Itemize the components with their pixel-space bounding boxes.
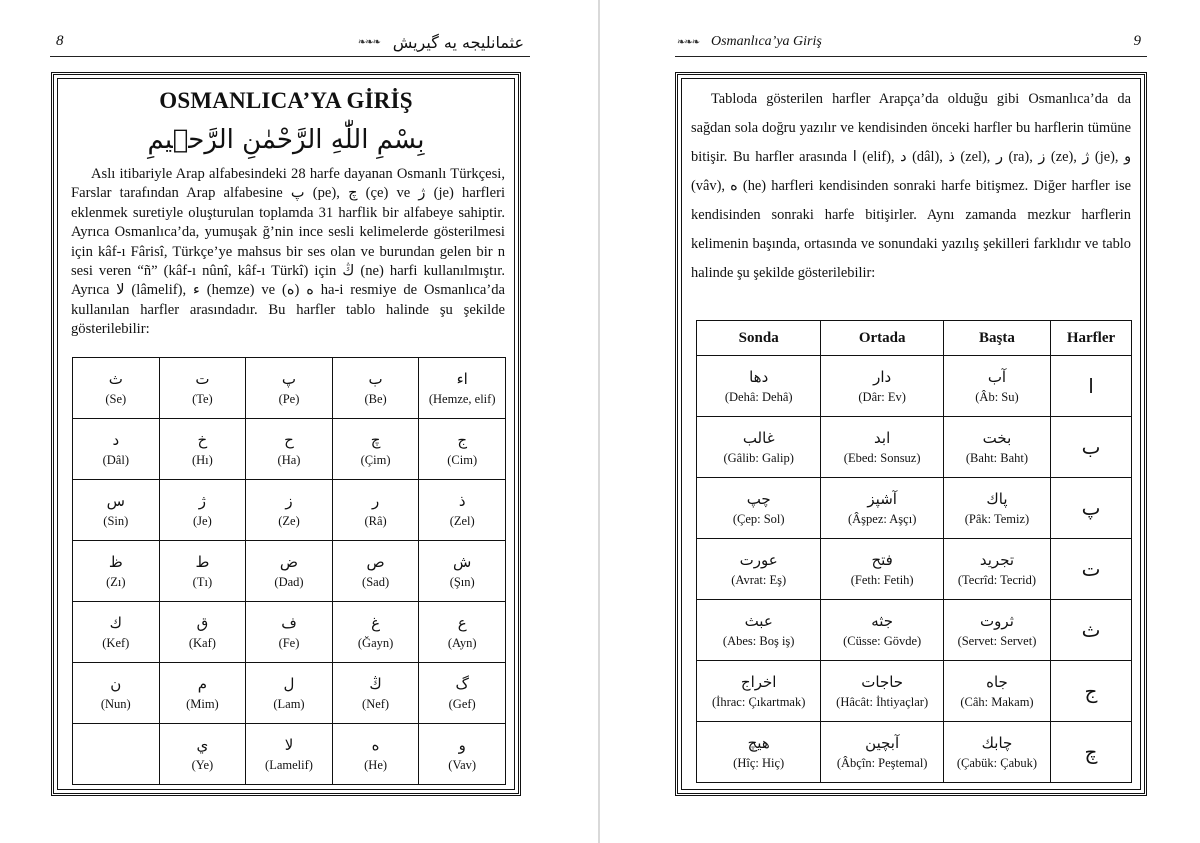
arabic-letter: غ [371, 614, 381, 632]
letter-name: (Hemze, elif) [428, 392, 496, 406]
harf-cell: ا [1051, 356, 1132, 417]
harf-cell: ج [1051, 661, 1132, 722]
alphabet-cell [332, 663, 419, 724]
letter-name: (Nun) [100, 697, 131, 711]
word-meaning: (Câh: Makam) [960, 695, 1034, 709]
table-row [697, 600, 1132, 661]
letter-name: (Lam) [273, 697, 305, 711]
arabic-word: ثروت [980, 612, 1014, 630]
harf-cell: ث [1051, 600, 1132, 661]
letter-name: (Te) [192, 392, 213, 406]
letter-name: (Zı) [106, 575, 126, 589]
alphabet-cell [246, 541, 333, 602]
arabic-letter: ك [109, 614, 122, 632]
arabic-letter: ط [195, 553, 210, 571]
arabic-letter: اء [456, 370, 468, 388]
arabic-letter: ق [196, 614, 209, 632]
arabic-letter: خ [197, 431, 208, 449]
header-ortada: Ortada [821, 321, 944, 356]
form-cell-ortada [821, 478, 944, 539]
letter-name: (Hı) [191, 453, 213, 467]
arabic-word: غالب [742, 429, 775, 447]
letter-name: (Gef) [448, 697, 476, 711]
arabic-word: آشپز [867, 490, 897, 508]
arabic-letter: ف [281, 614, 297, 632]
header-basta: Başta [943, 321, 1050, 356]
word-meaning: (Baht: Baht) [965, 451, 1029, 465]
letter-name: (Cim) [447, 453, 478, 467]
arabic-word: اخراج [740, 673, 777, 691]
letter-name: (Kaf) [188, 636, 216, 650]
letter-forms-table [696, 320, 1132, 783]
letter-name: (Ha) [277, 453, 301, 467]
arabic-letter: م [197, 675, 208, 693]
alphabet-cell [73, 419, 160, 480]
word-meaning: (Tecrîd: Tecrid) [957, 573, 1037, 587]
arabic-word: دار [873, 368, 892, 386]
arabic-letter: ح [284, 431, 294, 449]
right-page-number: 9 [1133, 33, 1141, 49]
arabic-letter: ش [453, 553, 472, 571]
word-meaning: (İhrac: Çıkartmak) [712, 695, 806, 709]
letter-name: (Ğayn) [357, 636, 394, 650]
form-cell-sonda [697, 417, 821, 478]
harf-cell: ت [1051, 539, 1132, 600]
letter-name: (Tı) [192, 575, 213, 589]
arabic-letter: چ [370, 431, 381, 449]
left-running-title: عثمانلیجه یه گیریش [392, 33, 524, 52]
alphabet-cell [73, 663, 160, 724]
letter-name: (Nef) [362, 697, 390, 711]
alphabet-cell [332, 419, 419, 480]
form-cell-ortada [821, 417, 944, 478]
arabic-letter: س [106, 492, 125, 510]
arabic-letter: ز [285, 492, 293, 510]
arabic-letter: ه [371, 736, 380, 754]
alphabet-cell [419, 358, 506, 419]
letter-name: (Fe) [278, 636, 300, 650]
table-row [697, 539, 1132, 600]
form-cell-ortada [821, 356, 944, 417]
header-ornament-icon: ❧❧❧ [677, 37, 700, 48]
table-row [73, 541, 506, 602]
letter-name: (Dâl) [102, 453, 129, 467]
table-row [73, 663, 506, 724]
arabic-word: پاك [986, 490, 1008, 508]
word-meaning: (Âbçîn: Peştemal) [836, 756, 928, 770]
word-meaning: (Dâr: Ev) [858, 390, 906, 404]
alphabet-cell [332, 724, 419, 785]
arabic-word: عورت [739, 551, 778, 569]
arabic-word: چپ [746, 490, 771, 508]
alphabet-cell [159, 724, 246, 785]
right-running-title: Osmanlıca’ya Giriş [711, 34, 822, 49]
alphabet-cell [332, 602, 419, 663]
letter-name: (Je) [193, 514, 212, 528]
arabic-letter: ض [279, 553, 299, 571]
word-meaning: (Âb: Su) [975, 390, 1019, 404]
page-title: OSMANLICA’YA GİRİŞ [159, 88, 413, 113]
alphabet-cell [246, 419, 333, 480]
word-meaning: (Abes: Boş iş) [722, 634, 795, 648]
left-page-number: 8 [56, 33, 64, 49]
word-meaning: (Pâk: Temiz) [964, 512, 1030, 526]
alphabet-cell [73, 358, 160, 419]
letter-name: (Vav) [448, 758, 477, 772]
arabic-word: حاجات [861, 673, 904, 691]
letter-name: (Ze) [278, 514, 300, 528]
letter-name: (Sad) [362, 575, 390, 589]
arabic-word: آبچين [865, 734, 900, 752]
alphabet-cell [246, 602, 333, 663]
arabic-letter: ر [371, 492, 380, 510]
alphabet-cell [419, 541, 506, 602]
alphabet-cell [332, 358, 419, 419]
right-page-frame [675, 72, 1147, 796]
page-gutter [598, 0, 600, 843]
arabic-word: ابد [874, 429, 891, 447]
word-meaning: (Âşpez: Aşçı) [847, 512, 917, 526]
form-cell-sonda [697, 661, 821, 722]
form-cell-basta [943, 722, 1050, 783]
form-cell-basta [943, 478, 1050, 539]
intro-paragraph: Aslı itibariyle Arap alfabesindeki 28 harfe dayanan Osmanlı Türkçesi, Farslar tarafından Arap alfabesine پ (pe), چ (çe) ve ژ (je) harfleri eklenmek suretiyle oluşturulan toplamda 31 harflik bir alfabeye sahiptir. Ayrıca Osmanlıca’da, yumuşak ğ’nin ince sesli kelimelerde gösterilmesi için kâf-ı Fârisî, Türkçe’ye mahsus bir ses olan ve burundan gelen bir n sesi veren “ñ” (kâf-ı nûnî, kâf-ı Türkî) için ڭ (ne) harfi kullanılmıştır. Ayrıca لا (lâmelif), ء (hemze) ve ە (ه) ha-i resmiye de Osmanlıca’da kullanılan harfler arasındadır. Bu harfler tablo halinde şu şekilde gösterilebilir: [71, 166, 506, 338]
arabic-word: فتح [871, 551, 893, 569]
alphabet-cell [159, 419, 246, 480]
alphabet-cell [419, 663, 506, 724]
alphabet-cell [419, 419, 506, 480]
letter-name: (Ye) [191, 758, 214, 772]
arabic-word: عبث [744, 612, 773, 630]
table-row [73, 419, 506, 480]
arabic-letter: ي [196, 736, 209, 754]
arabic-letter: ب [368, 370, 383, 388]
arabic-word: آب [987, 368, 1007, 386]
table-row [697, 722, 1132, 783]
header-ornament-icon: ❧❧❧ [357, 37, 380, 48]
word-meaning: (Çep: Sol) [732, 512, 785, 526]
word-meaning: (Çabük: Çabuk) [956, 756, 1038, 770]
form-cell-basta [943, 539, 1050, 600]
arabic-letter: ع [457, 614, 467, 632]
word-meaning: (Gâlib: Galip) [723, 451, 794, 465]
alphabet-cell [159, 602, 246, 663]
arabic-letter: ث [108, 370, 123, 388]
form-cell-basta [943, 600, 1050, 661]
arabic-letter: و [458, 736, 466, 754]
letter-name: (Zel) [449, 514, 475, 528]
form-cell-basta [943, 356, 1050, 417]
letter-name: (Mim) [186, 697, 219, 711]
harf-cell: پ [1051, 478, 1132, 539]
letter-name: (Râ) [364, 514, 387, 528]
table-row [73, 480, 506, 541]
alphabet-cell [246, 663, 333, 724]
basmala-calligraphy: بِسْمِ اللّٰهِ الرَّحْمٰنِ الرَّح۪يمِ [147, 125, 425, 155]
form-cell-sonda [697, 356, 821, 417]
left-page-frame [51, 72, 521, 796]
alphabet-cell [246, 724, 333, 785]
arabic-word: دها [749, 368, 769, 386]
table-row [73, 724, 506, 785]
left-page-header [50, 30, 530, 57]
alphabet-cell [159, 358, 246, 419]
letter-name: (Kef) [102, 636, 130, 650]
word-meaning: (Hâcât: İhtiyaçlar) [836, 695, 929, 709]
arabic-letter: ژ [198, 492, 207, 510]
table-row [697, 478, 1132, 539]
arabic-letter: ظ [108, 553, 123, 571]
arabic-letter: لا [284, 736, 294, 754]
alphabet-cell [332, 541, 419, 602]
form-cell-ortada [821, 539, 944, 600]
arabic-letter: ل [283, 675, 295, 693]
explanation-paragraph: Tabloda gösterilen harfler Arapça’da olduğu gibi Osmanlıca’da da sağdan sola doğru yazılır ve kendisinden önceki harfler bu harflerin tümüne bitişir. Bu harfler arasında ا (elif), د (dâl), ذ (zel), ر (ra), ز (ze), ژ (je), و (vâv), ه (he) harfleri kendisinden sonraki harfe bitişmez. Diğer harfler ise kendisinden sonraki harfe bitişirler. Aynı zamanda mezkur harflerin kelimenin başında, ortasında ve sonundaki yazılış şekilleri farklıdır ve tablo halinde şu şekilde gösterilebilir: [691, 91, 1132, 281]
table-row [697, 417, 1132, 478]
alphabet-cell [73, 541, 160, 602]
arabic-letter: ذ [458, 492, 466, 510]
letter-name: (Lamelif) [265, 758, 313, 772]
letter-name: (Se) [105, 392, 127, 406]
form-cell-sonda [697, 600, 821, 661]
table-row [697, 356, 1132, 417]
form-cell-ortada [821, 661, 944, 722]
table-row [73, 602, 506, 663]
letter-name: (Pe) [278, 392, 300, 406]
form-cell-basta [943, 417, 1050, 478]
form-cell-ortada [821, 600, 944, 661]
arabic-letter: د [112, 431, 120, 449]
letter-name: (Dad) [274, 575, 304, 589]
arabic-word: بخت [982, 429, 1012, 447]
form-cell-sonda [697, 539, 821, 600]
arabic-letter: ن [110, 675, 122, 693]
table-row [697, 661, 1132, 722]
alphabet-cell [419, 724, 506, 785]
harf-cell: ب [1051, 417, 1132, 478]
alphabet-cell [73, 480, 160, 541]
arabic-letter: ص [366, 553, 385, 571]
word-meaning: (Avrat: Eş) [731, 573, 787, 587]
form-cell-ortada [821, 722, 944, 783]
arabic-word: تجريد [979, 551, 1015, 569]
word-meaning: (Dehâ: Dehâ) [724, 390, 793, 404]
arabic-letter: ڭ [369, 675, 382, 693]
alphabet-cell [159, 541, 246, 602]
word-meaning: (Hîç: Hiç) [733, 756, 785, 770]
word-meaning: (Feth: Fetih) [850, 573, 914, 587]
header-sonda: Sonda [697, 321, 821, 356]
arabic-letter: پ [281, 370, 297, 388]
right-page-header [675, 30, 1147, 57]
header-harfler: Harfler [1051, 321, 1132, 356]
arabic-word: جثه [871, 612, 894, 630]
letter-name: (Çim) [360, 453, 391, 467]
table-header-row [697, 321, 1132, 356]
letter-name: (Şın) [449, 575, 475, 589]
arabic-word: هيچ [747, 734, 770, 752]
letter-name: (Be) [364, 392, 387, 406]
harf-cell: چ [1051, 722, 1132, 783]
arabic-letter: گ [455, 675, 469, 693]
alphabet-cell [246, 358, 333, 419]
alphabet-cell [419, 480, 506, 541]
alphabet-table [72, 357, 506, 785]
form-cell-sonda [697, 722, 821, 783]
word-meaning: (Servet: Servet) [957, 634, 1037, 648]
form-cell-basta [943, 661, 1050, 722]
arabic-word: جاه [986, 673, 1008, 691]
alphabet-cell [246, 480, 333, 541]
letter-name: (Ayn) [447, 636, 477, 650]
letter-name: (Sin) [103, 514, 129, 528]
alphabet-cell [159, 663, 246, 724]
alphabet-cell [159, 480, 246, 541]
alphabet-cell [73, 724, 160, 785]
alphabet-cell [419, 602, 506, 663]
form-cell-sonda [697, 478, 821, 539]
arabic-letter: ت [195, 370, 210, 388]
alphabet-cell [332, 480, 419, 541]
table-row [73, 358, 506, 419]
alphabet-cell [73, 602, 160, 663]
letter-name: (He) [364, 758, 388, 772]
arabic-word: چابك [981, 734, 1013, 752]
arabic-letter: ج [457, 431, 468, 449]
word-meaning: (Ebed: Sonsuz) [843, 451, 921, 465]
word-meaning: (Cüsse: Gövde) [843, 634, 922, 648]
